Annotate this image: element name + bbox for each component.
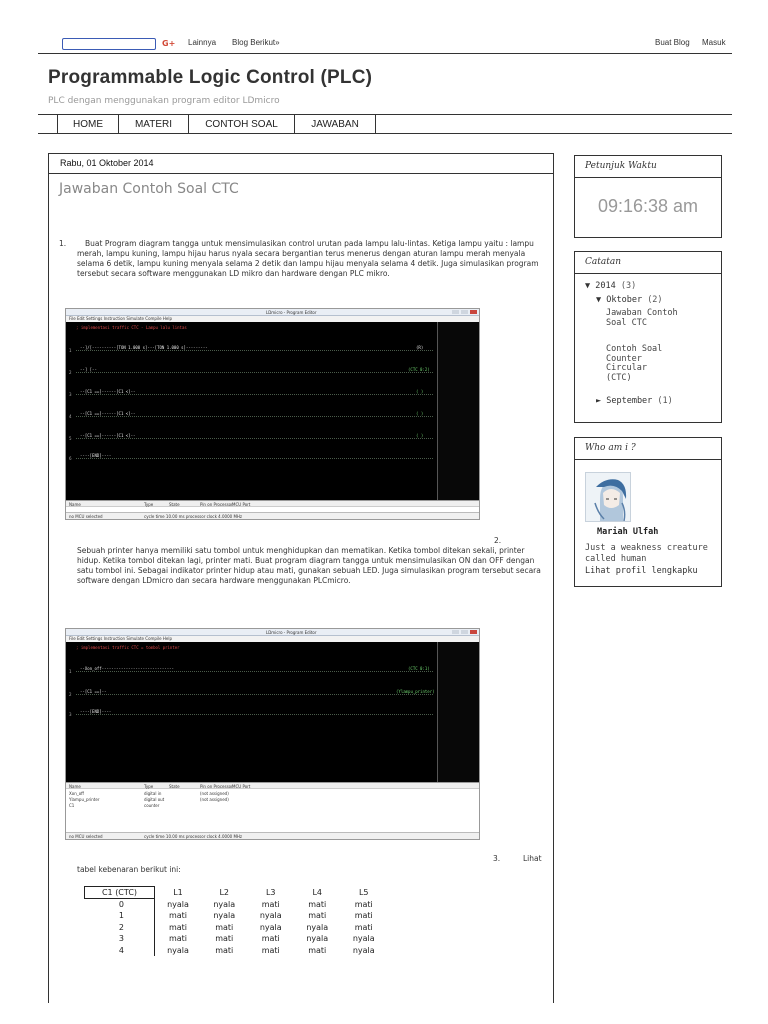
io-header-pin: Pin on Processor <box>200 502 233 507</box>
minimize-icon <box>452 310 459 314</box>
minimize-icon <box>452 630 459 634</box>
google-plus-icon[interactable]: G+ <box>162 39 176 48</box>
rung-number: 4 <box>69 414 72 419</box>
ladder-comment: ; implementasi traffic CTC - Lampu lalu lintas <box>76 325 187 330</box>
rung-line <box>76 416 433 417</box>
table-row <box>85 910 388 922</box>
table-cell: mati <box>261 899 280 909</box>
ldmicro-screenshot-traffic <box>65 308 480 520</box>
rung-elements: ----[END]---- <box>80 709 112 714</box>
io-header-type: Type <box>144 784 154 789</box>
tab-materi[interactable]: MATERI <box>119 115 189 134</box>
archive-post-link[interactable]: Contoh Soal Counter Circular (CTC) <box>606 344 663 383</box>
io-header-state: State <box>169 502 180 507</box>
rung-elements: --[C1 ==]------[C1 <]-- <box>80 433 136 438</box>
table-cell: mati <box>261 934 280 944</box>
table-header-row <box>85 887 388 899</box>
rung-line <box>76 350 433 351</box>
navbar-search-input[interactable] <box>62 38 156 50</box>
rung-line <box>76 458 433 459</box>
clock-time: 09:16:38 am <box>597 196 699 216</box>
table-cell: mati <box>308 945 327 955</box>
menu-items: File Edit Settings Instruction Simulate Compile Help <box>69 316 173 321</box>
table-header: L3 <box>265 888 276 897</box>
rung-coil: ( ) <box>416 411 424 416</box>
table-cell: mati <box>215 922 234 932</box>
table-cell: nyala <box>259 911 282 921</box>
clock-widget-title: Petunjuk Waktu <box>575 156 721 178</box>
archive-widget <box>574 251 722 423</box>
rung-elements: --]/[----------[TON 1.000 s]---[TON 1.000 s]--------- <box>80 345 208 350</box>
rung-coil: (CTC 0:2) <box>408 367 430 372</box>
rung-line <box>76 694 433 695</box>
next-label-link[interactable]: Lainnya <box>188 38 217 47</box>
window-titlebar <box>66 309 479 316</box>
item-3-number: 3. <box>493 854 501 863</box>
io-row-type: digital out <box>144 797 165 802</box>
table-header: L4 <box>312 888 323 897</box>
table-header: L5 <box>358 888 369 897</box>
rung-number: 3 <box>69 712 72 717</box>
rung-number: 2 <box>69 370 72 375</box>
table-cell: mati <box>261 945 280 955</box>
ladder-canvas <box>66 642 479 782</box>
archive-year-count: (3) <box>620 281 637 291</box>
right-panel <box>437 322 479 500</box>
rung-elements: --Xon_off------------------------------ <box>80 666 174 671</box>
rung-number: 2 <box>69 692 72 697</box>
archive-month-count: (1) <box>657 396 673 406</box>
table-cell: mati <box>168 922 188 932</box>
io-row-name: Xon_off <box>69 791 84 796</box>
table-cell: 2 <box>85 922 155 934</box>
item-1-number: 1. <box>59 239 67 248</box>
window-title: LDmicro - Program Editor <box>266 630 317 635</box>
page-tabs <box>38 114 732 134</box>
table-cell: mati <box>354 911 373 921</box>
status-bar <box>66 512 479 519</box>
table-cell: nyala <box>306 922 329 932</box>
io-header-name: Name <box>69 784 81 789</box>
ladder-comment: ; implementasi traffic CTC = tombol printer <box>76 645 180 650</box>
rung-number: 3 <box>69 392 72 397</box>
io-row-pin: (not assigned) <box>200 797 229 802</box>
avatar[interactable] <box>585 472 631 522</box>
next-blog-link[interactable]: Blog Berikut» <box>232 38 280 47</box>
table-cell: 4 <box>85 945 155 957</box>
rung-number: 5 <box>69 436 72 441</box>
table-cell: mati <box>354 922 373 932</box>
table-cell: nyala <box>259 922 282 932</box>
post-title[interactable]: Jawaban Contoh Soal CTC <box>59 181 239 197</box>
table-cell: nyala <box>213 899 236 909</box>
rung-line <box>76 671 433 672</box>
io-header-type: Type <box>144 502 154 507</box>
close-icon <box>470 310 477 314</box>
archive-month-count: (2) <box>647 295 663 305</box>
create-blog-link[interactable]: Buat Blog <box>655 38 690 47</box>
io-row-name: C1 <box>69 803 75 808</box>
rung-number: 1 <box>69 348 72 353</box>
rung-elements: --[C1 ==]------[C1 <]-- <box>80 389 136 394</box>
item-2-text: Sebuah printer hanya memiliki satu tombol untuk menghidupkan dan mematikan. Ketika tombol ditekan sekali, printer hidup. Ketika tombol ditekan lagi, printer mati. Buat program diagram tangga untuk mensimulasikan ON dan OFF dengan satu tombol ini. Sebagai indikator printer hidup atau mati, gunakan sebuah LED. Juga simulasikan program tersebut secara software dengan LDmicro dan secara hardware menggunakan PLCmicro. <box>77 546 541 585</box>
table-cell: mati <box>215 934 234 944</box>
item-3-text: tabel kebenaran berikut ini: <box>77 865 181 874</box>
table-cell: mati <box>215 945 234 955</box>
rung-coil: ( ) <box>416 433 424 438</box>
close-icon <box>470 630 477 634</box>
table-header: C1 (CTC) <box>85 887 155 899</box>
rung-line <box>76 714 433 715</box>
item-3-lead: Lihat <box>523 854 542 863</box>
io-header-name: Name <box>69 502 81 507</box>
post-date: Rabu, 01 Oktober 2014 <box>49 154 553 174</box>
table-cell: nyala <box>306 934 329 944</box>
table-cell: mati <box>308 899 327 909</box>
rung-number: 1 <box>69 669 72 674</box>
rung-elements: --[C1 ==]-- <box>80 689 107 694</box>
table-cell: nyala <box>167 945 189 955</box>
table-row <box>85 945 388 957</box>
io-row-pin: (not assigned) <box>200 791 229 796</box>
status-bar <box>66 832 479 839</box>
profile-about: Just a weakness creature called human <box>585 543 708 564</box>
item-2-number: 2. <box>494 536 502 545</box>
status-cycle: cycle time 10.00 ms processor clock 4.0000 MHz <box>144 514 242 519</box>
io-header-port: MCU Port <box>232 784 251 789</box>
archive-post-link[interactable]: Jawaban Contoh Soal CTC <box>606 308 678 328</box>
tab-jawaban[interactable]: JAWABAN <box>295 115 376 134</box>
io-header-state: State <box>169 784 180 789</box>
table-header: L1 <box>173 888 183 897</box>
rung-line <box>76 438 433 439</box>
table-cell: nyala <box>352 945 375 955</box>
table-cell: 0 <box>85 899 155 911</box>
right-panel <box>437 642 479 782</box>
rung-line <box>76 372 433 373</box>
archive-widget-title: Catatan <box>575 252 721 274</box>
status-mcu: no MCU selected <box>69 514 103 519</box>
post-container <box>48 153 554 1003</box>
blog-description: PLC dengan menggunakan program editor LDmicro <box>48 96 280 106</box>
table-row <box>85 922 388 934</box>
table-row <box>85 899 388 911</box>
archive-month-item[interactable] <box>596 396 673 406</box>
archive-month-link[interactable]: ► September <box>596 396 653 406</box>
table-cell: mati <box>308 911 327 921</box>
io-list-header <box>66 783 479 789</box>
rung-coil: (Ylampu_printer) <box>396 689 435 694</box>
menu-items: File Edit Settings Instruction Simulate Compile Help <box>69 636 173 641</box>
table-row <box>85 933 388 945</box>
profile-widget-title: Who am i ? <box>575 438 721 460</box>
ldmicro-screenshot-printer <box>65 628 480 840</box>
blog-title[interactable]: Programmable Logic Control (PLC) <box>48 67 373 88</box>
profile-name[interactable]: Mariah Ulfah <box>597 527 659 537</box>
rung-elements: --] [-- <box>80 367 97 372</box>
io-row-name: Ylampu_printer <box>69 797 100 802</box>
io-row-type: counter <box>144 803 160 808</box>
profile-widget <box>574 437 722 587</box>
rung-coil: ( ) <box>416 389 424 394</box>
io-header-port: MCU Port <box>232 502 251 507</box>
rung-elements: --[C1 ==]------[C1 <]-- <box>80 411 136 416</box>
table-cell: 1 <box>85 910 155 922</box>
table-cell: mati <box>168 911 188 921</box>
table-cell: nyala <box>213 911 236 921</box>
maximize-icon <box>461 630 468 634</box>
io-row-type: digital in <box>144 791 162 796</box>
item-1-text: Buat Program diagram tangga untuk mensimulasikan control urutan pada lampu lalu-lintas. Ketiga lampu yaitu : lampu merah, lampu kuning, lampu hijau harus nyala secara bergantian terus menerus dengan aturan lampu merah menyala selama 6 detik, lampu kuning menyala selama 2 detik dan lampu hijau menyala selama 4 detik. Juga simulasikan program tersebut secara software menggunakan LD mikro dan hardware dengan PLC mikro. <box>77 239 539 278</box>
maximize-icon <box>461 310 468 314</box>
rung-coil: (R) <box>416 345 424 350</box>
rung-number: 6 <box>69 456 72 461</box>
window-titlebar <box>66 629 479 636</box>
ladder-canvas <box>66 322 479 500</box>
archive-year-item[interactable] <box>585 281 636 291</box>
archive-month-item[interactable] <box>596 295 663 305</box>
io-list-header <box>66 501 479 507</box>
status-mcu: no MCU selected <box>69 834 103 839</box>
table-cell: mati <box>168 934 188 944</box>
tab-contoh-soal[interactable]: CONTOH SOAL <box>189 115 295 134</box>
archive-month-link[interactable]: ▼ Oktober <box>596 295 643 305</box>
io-header-pin: Pin on Processor <box>200 784 233 789</box>
table-header: L2 <box>219 888 230 897</box>
table-cell: nyala <box>352 934 375 944</box>
clock-widget <box>574 155 722 238</box>
window-title: LDmicro - Program Editor <box>266 310 317 315</box>
tab-home[interactable]: HOME <box>58 115 119 134</box>
rung-line <box>76 394 433 395</box>
rung-coil: (CTC 0:1) <box>408 666 430 671</box>
table-cell: 3 <box>85 933 155 945</box>
table-cell: mati <box>354 899 373 909</box>
truth-table <box>84 886 387 956</box>
status-cycle: cycle time 10.00 ms processor clock 4.0000 MHz <box>144 834 242 839</box>
rung-elements: ----[END]---- <box>80 453 112 458</box>
blogger-navbar <box>38 34 732 54</box>
profile-link[interactable]: Lihat profil lengkapku <box>585 566 698 576</box>
io-list <box>66 782 479 834</box>
avatar-illustration-icon <box>586 473 631 522</box>
archive-year-link[interactable]: ▼ 2014 <box>585 281 616 291</box>
table-cell: nyala <box>167 899 189 909</box>
sign-in-link[interactable]: Masuk <box>702 38 726 47</box>
